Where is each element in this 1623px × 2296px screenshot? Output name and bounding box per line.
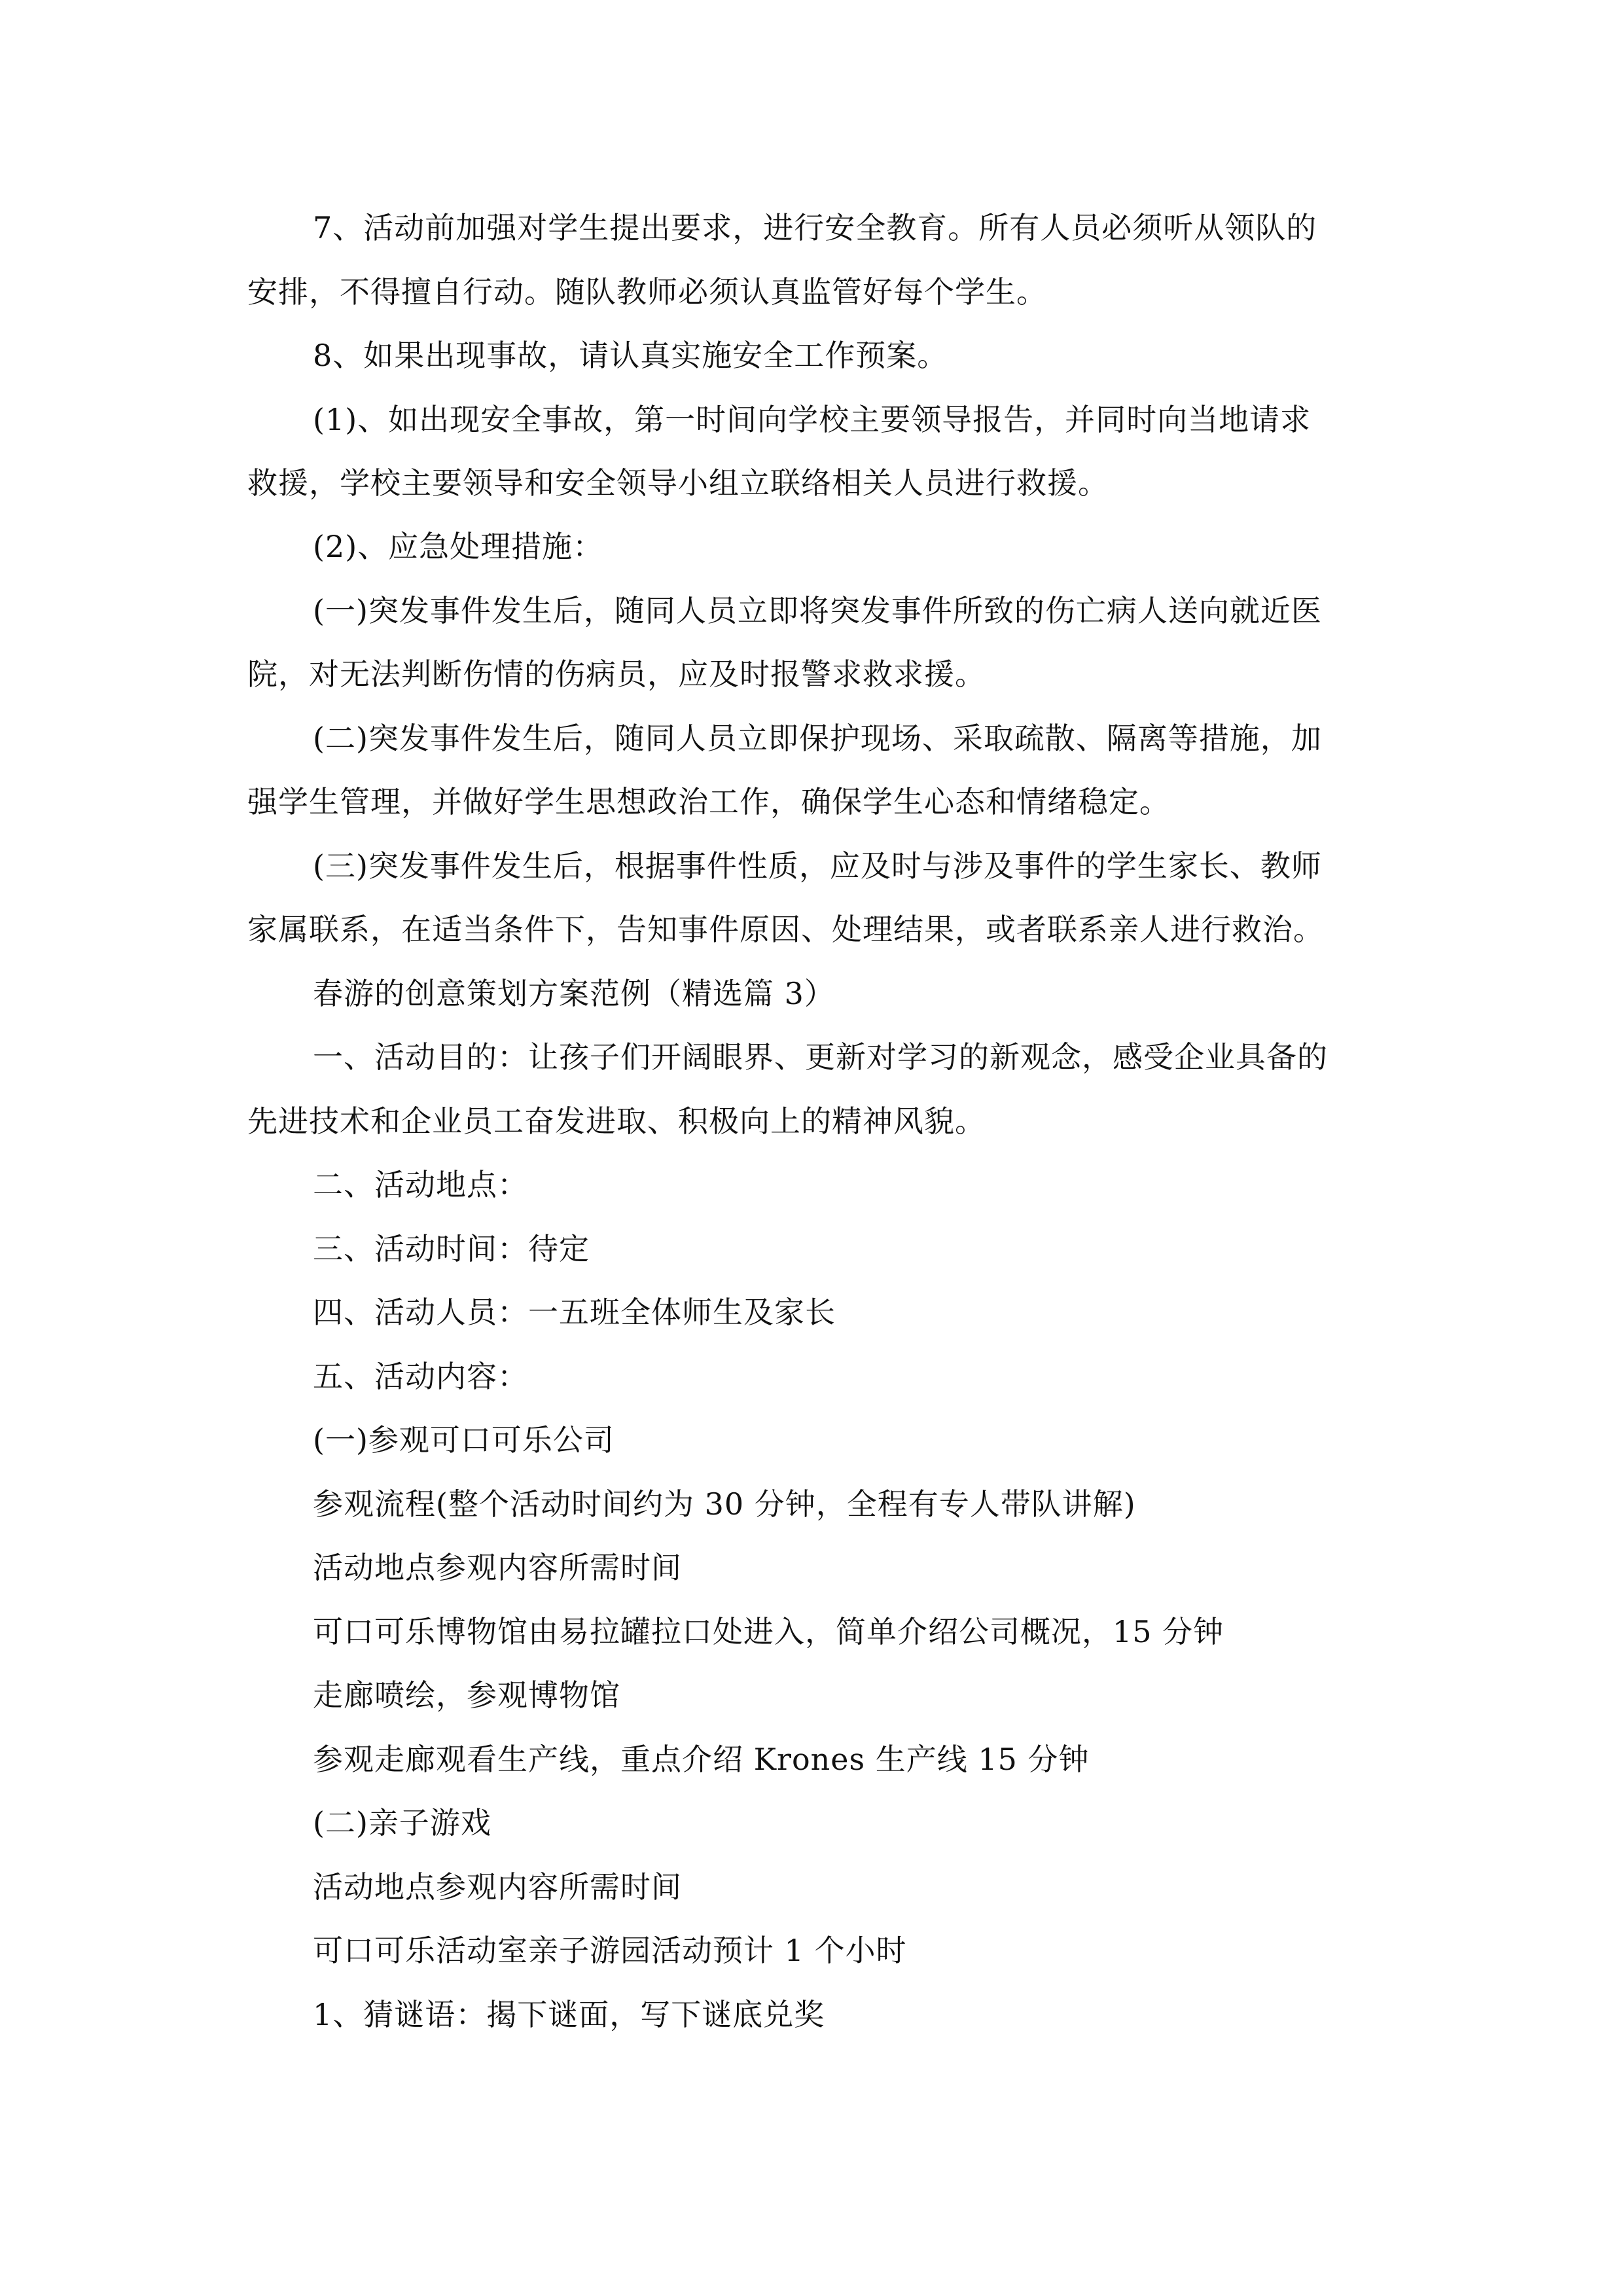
paragraph-line: 参观走廊观看生产线，重点介绍 Krones 生产线 15 分钟 bbox=[313, 1742, 1090, 1777]
paragraph-line: 7、活动前加强对学生提出要求，进行安全教育。所有人员必须听从领队的 bbox=[313, 210, 1317, 245]
paragraph-line: (2)、应急处理措施： bbox=[313, 529, 604, 564]
paragraph-line: (一)突发事件发生后，随同人员立即将突发事件所致的伤亡病人送向就近医 bbox=[313, 593, 1322, 628]
paragraph-line: (二)亲子游戏 bbox=[313, 1805, 491, 1840]
paragraph-line: 强学生管理，并做好学生思想政治工作，确保学生心态和情绪稳定。 bbox=[247, 784, 1170, 819]
paragraph-line: (三)突发事件发生后，根据事件性质，应及时与涉及事件的学生家长、教师 bbox=[313, 848, 1322, 884]
paragraph-line: 可口可乐活动室亲子游园活动预计 1 个小时 bbox=[313, 1933, 907, 1968]
paragraph-line: 四、活动人员：一五班全体师生及家长 bbox=[313, 1295, 836, 1330]
paragraph-line: 可口可乐博物馆由易拉罐拉口处进入，简单介绍公司概况，15 分钟 bbox=[313, 1614, 1224, 1649]
paragraph-line: 一、活动目的：让孩子们开阔眼界、更新对学习的新观念，感受企业具备的 bbox=[313, 1039, 1328, 1075]
paragraph-line: 家属联系，在适当条件下，告知事件原因、处理结果，或者联系亲人进行救治。 bbox=[247, 912, 1324, 947]
paragraph-line: 救援，学校主要领导和安全领导小组立联络相关人员进行救援。 bbox=[247, 465, 1109, 501]
paragraph-line: 8、如果出现事故，请认真实施安全工作预案。 bbox=[313, 338, 948, 373]
paragraph-line: (一)参观可口可乐公司 bbox=[313, 1422, 615, 1458]
section-heading: 春游的创意策划方案范例（精选篇 3） bbox=[313, 976, 835, 1011]
paragraph-line: 五、活动内容： bbox=[313, 1359, 528, 1394]
paragraph-line: 走廊喷绘，参观博物馆 bbox=[313, 1677, 620, 1713]
paragraph-line: 院，对无法判断伤情的伤病员，应及时报警求救求援。 bbox=[247, 656, 986, 692]
paragraph-line: 活动地点参观内容所需时间 bbox=[313, 1869, 682, 1905]
paragraph-line: (二)突发事件发生后，随同人员立即保护现场、采取疏散、隔离等措施，加 bbox=[313, 721, 1322, 756]
paragraph-line: 参观流程(整个活动时间约为 30 分钟，全程有专人带队讲解) bbox=[313, 1486, 1136, 1522]
paragraph-line: 1、猜谜语：揭下谜面，写下谜底兑奖 bbox=[313, 1997, 825, 2032]
paragraph-line: (1)、如出现安全事故，第一时间向学校主要领导报告，并同时向当地请求 bbox=[313, 402, 1311, 437]
paragraph-line: 活动地点参观内容所需时间 bbox=[313, 1550, 682, 1585]
paragraph-line: 安排，不得擅自行动。随队教师必须认真监管好每个学生。 bbox=[247, 274, 1047, 310]
paragraph-line: 先进技术和企业员工奋发进取、积极向上的精神风貌。 bbox=[247, 1103, 986, 1139]
paragraph-line: 三、活动时间：待定 bbox=[313, 1231, 590, 1266]
paragraph-line: 二、活动地点： bbox=[313, 1167, 528, 1202]
